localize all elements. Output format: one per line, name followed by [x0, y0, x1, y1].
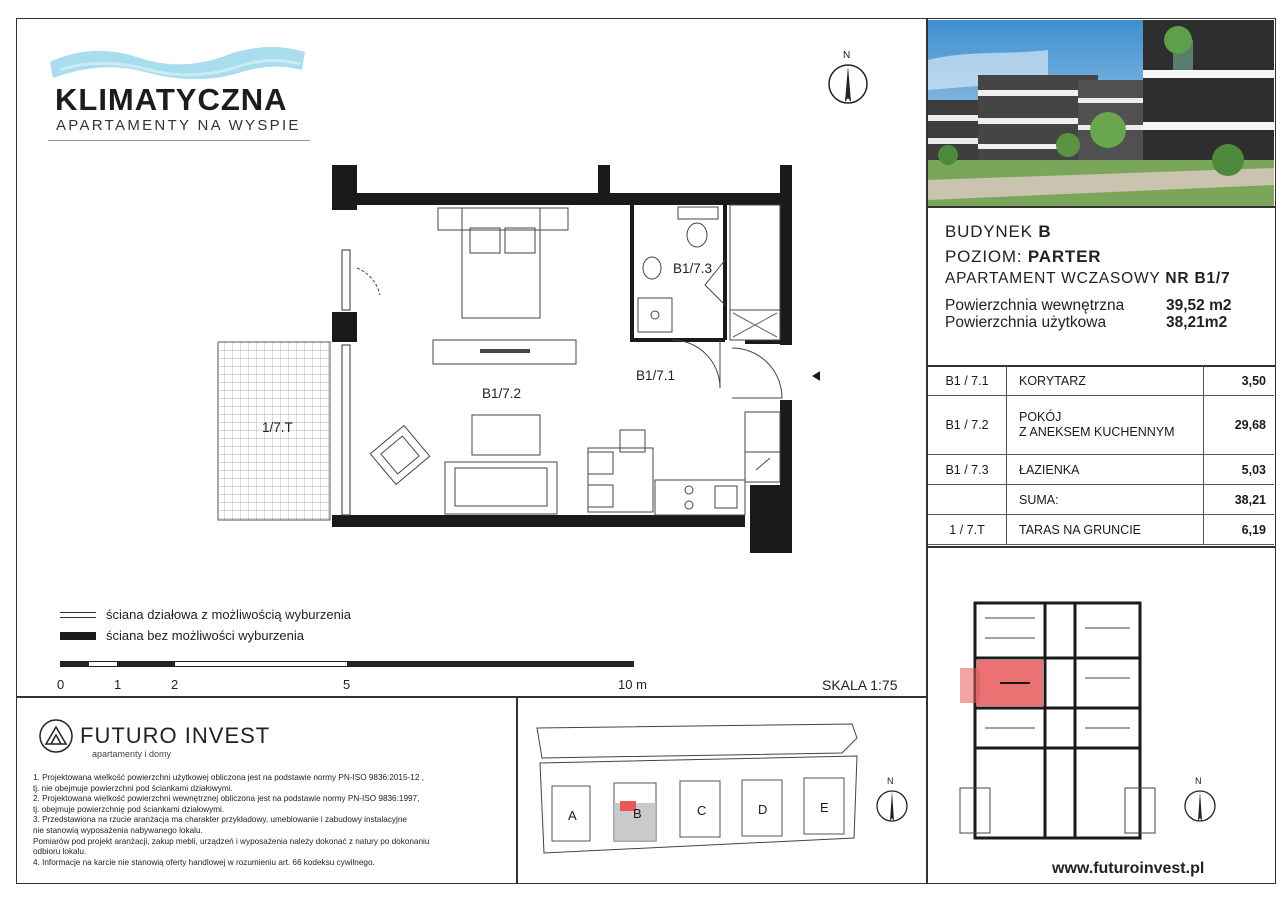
- north-label: N: [843, 50, 851, 61]
- north-label: N: [1195, 776, 1202, 786]
- legend-wall-swatch: [60, 632, 96, 640]
- note-line: 1. Projektowana wielkość powierzchni użytkowej obliczona jest na podstawie normy PN-ISO 9836:2015-12 ,: [33, 773, 424, 782]
- site-building-d: D: [758, 802, 768, 817]
- room-id: B1 / 7.2: [928, 396, 1007, 455]
- room-name: SUMA:: [1007, 485, 1204, 515]
- legend-wall-label: ściana bez możliwości wyburzenia: [106, 628, 304, 643]
- level-prefix: POZIOM:: [945, 247, 1028, 266]
- scale-tick-5: 5: [343, 677, 351, 692]
- note-line: 4. Informacje na karcie nie stanowią oferty handlowej w rozumieniu art. 66 kodeksu cywilnego.: [33, 857, 375, 867]
- project-title: KLIMATYCZNA: [55, 82, 288, 117]
- room-area: 5,03: [1204, 455, 1275, 485]
- divider-right-3: [926, 546, 1276, 548]
- label-terrace: 1/7.T: [262, 420, 293, 435]
- note-line: 3. Przedstawiona na rzucie aranżacja ma charakter przykładowy, umeblowanie i zabudowy instalacyjne: [33, 815, 407, 825]
- room-id: B1 / 7.3: [928, 455, 1007, 485]
- room-id: B1 / 7.1: [928, 366, 1007, 396]
- room-area: 3,50: [1204, 366, 1275, 396]
- note-line: tj. nie obejmuje powierzchni pod ściankami działowymi.: [33, 783, 233, 793]
- table-row: [928, 396, 1274, 455]
- notes: [33, 773, 503, 868]
- compass-site: [872, 776, 912, 830]
- internal-area-value: 39,52 m2: [1166, 297, 1232, 314]
- note-line: odbioru lokalu.: [33, 847, 87, 857]
- building-photo: [928, 20, 1274, 206]
- rooms-table: [928, 366, 1274, 545]
- compass-key-plan: [1180, 776, 1220, 830]
- building-value: B: [1038, 222, 1052, 241]
- level-line: [945, 247, 1101, 267]
- site-plan: [532, 718, 862, 863]
- label-room-7-1: B1/7.1: [636, 368, 676, 383]
- futuro-logo-icon: [38, 718, 74, 754]
- key-plan: [955, 598, 1165, 843]
- room-name: TARAS NA GRUNCIE: [1007, 515, 1204, 545]
- scale-tick-10: 10 m: [618, 677, 647, 692]
- building-prefix: BUDYNEK: [945, 222, 1039, 241]
- label-room-7-2: B1/7.2: [482, 386, 522, 401]
- room-name: ŁAZIENKA: [1007, 455, 1204, 485]
- north-label: N: [887, 776, 894, 786]
- scale-tick-1: 1: [114, 677, 122, 692]
- room-area: 29,68: [1204, 396, 1275, 455]
- developer-tagline: apartamenty i domy: [92, 749, 172, 759]
- site-building-e: E: [820, 800, 829, 815]
- usable-area-value: 38,21m2: [1166, 314, 1228, 331]
- table-row: [928, 366, 1274, 396]
- scale-tick-2: 2: [171, 677, 179, 692]
- label-room-7-3: B1/7.3: [673, 261, 713, 276]
- room-area: 38,21: [1204, 485, 1275, 515]
- scale-label: SKALA 1:75: [822, 677, 898, 693]
- floor-plan: [200, 150, 820, 570]
- compass-top: [826, 50, 870, 110]
- room-area: 6,19: [1204, 515, 1275, 545]
- developer-name: FUTURO INVEST: [80, 723, 271, 748]
- room-name: POKÓJ Z ANEKSEM KUCHENNYM: [1007, 396, 1204, 455]
- compass-icon: [874, 788, 910, 824]
- website-link[interactable]: www.futuroinvest.pl: [1052, 860, 1205, 877]
- room-name: KORYTARZ: [1007, 366, 1204, 396]
- room-id: [928, 485, 1007, 515]
- site-building-c: C: [697, 803, 707, 818]
- table-row: [928, 455, 1274, 485]
- site-building-b: B: [633, 806, 642, 821]
- logo-wave: [50, 40, 310, 85]
- note-line: tj. obejmuje powierzchnię pod ściankami działowymi.: [33, 804, 225, 814]
- scale-bar: [60, 661, 634, 667]
- note-line: nie stanowią wyposażenia nabywanego lokalu.: [33, 825, 203, 835]
- legend-partition-label: ściana działowa z możliwością wyburzenia: [106, 607, 351, 622]
- note-line: Pomiarów pod projekt aranżacji, zakup mebli, urządzeń i wyposażenia należy dokonać z natury po dokonaniu: [33, 836, 430, 846]
- divider-horizontal-bottom: [16, 696, 927, 698]
- apartment-number: NR B1/7: [1165, 270, 1231, 287]
- site-building-a: A: [568, 808, 577, 823]
- note-line: 2. Projektowana wielkość powierzchni wewnętrznej obliczona jest na podstawie normy PN-ISO 9836:1997,: [33, 794, 420, 804]
- divider-vertical-bottom: [516, 696, 518, 884]
- apartment-type-prefix: APARTAMENT WCZASOWY: [945, 270, 1166, 287]
- legend-partition-swatch: [60, 612, 96, 618]
- internal-area-label: Powierzchnia wewnętrzna: [945, 297, 1125, 314]
- apartment-type-line: [945, 270, 1230, 288]
- logo-underline: [48, 140, 310, 141]
- building-line: [945, 222, 1051, 242]
- divider-right-1: [926, 206, 1276, 208]
- room-id: 1 / 7.T: [928, 515, 1007, 545]
- table-row: [928, 515, 1274, 545]
- level-value: PARTER: [1027, 247, 1102, 266]
- scale-tick-0: 0: [57, 677, 65, 692]
- table-row: [928, 485, 1274, 515]
- compass-icon: [1182, 788, 1218, 824]
- compass-icon: [826, 62, 870, 106]
- project-subtitle: APARTAMENTY NA WYSPIE: [56, 117, 301, 134]
- usable-area-label: Powierzchnia użytkowa: [945, 314, 1107, 331]
